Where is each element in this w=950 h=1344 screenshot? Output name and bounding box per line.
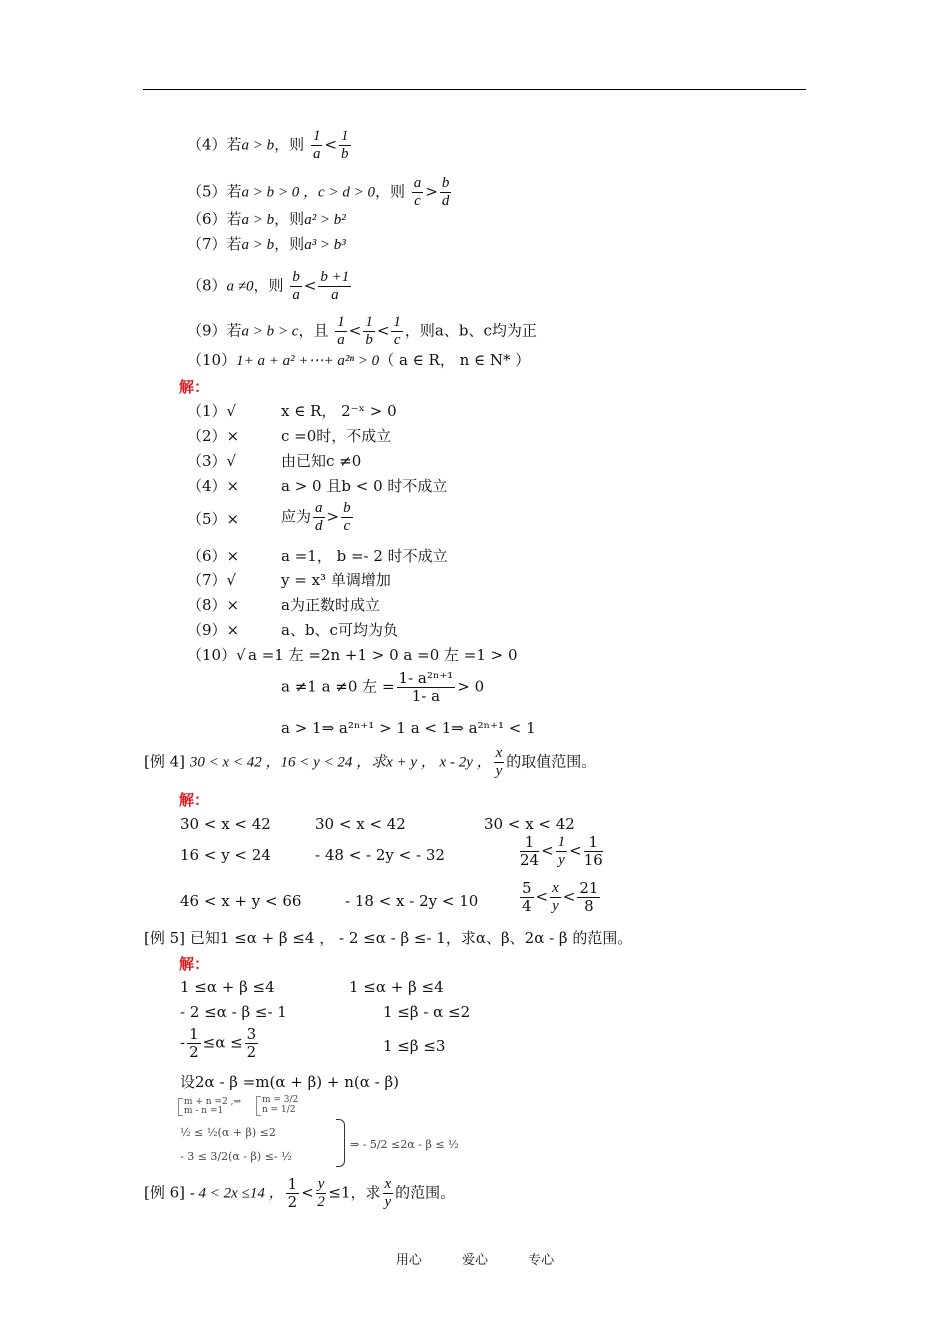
solution-label: 解： — [179, 955, 210, 973]
system-sol-2: n = 1/2 — [262, 1105, 296, 1115]
item-5: （5）若a > b > 0 ，c > d > 0，则 $\frac{a}{c}$ > $\frac{b}{d}$ — [187, 175, 450, 209]
answer-8-text: a为正数时成立 — [281, 596, 380, 614]
system-eq-2: m - n =1 — [184, 1106, 224, 1116]
fraction: $\frac{1}{b}$ — [341, 128, 349, 162]
footer-text-1: 用心 — [395, 1253, 422, 1268]
fraction: $\frac{1}{a}$ — [337, 314, 345, 348]
example-6: [例 6] - 4 < 2x ≤14 ， $\frac{1}{2}$ < $\frac{y}{2}$ ≤1，求 $\frac{x}{y}$ 的范围。 — [144, 1175, 456, 1211]
fraction: $\frac{1}{c}$ — [393, 314, 401, 348]
answer-6: （6）× — [187, 547, 240, 565]
ex4-row2-c: $\frac{1}{24}$ < $\frac{1}{y}$ < $\frac{1}{16}$ — [520, 833, 603, 869]
page-footer — [0, 1249, 950, 1268]
fraction: $\frac{x}{y}$ — [495, 745, 503, 779]
system-brace-right — [256, 1096, 261, 1116]
solution-label: 解： — [179, 791, 210, 809]
answer-7-text: y = x³ 单调增加 — [281, 571, 391, 589]
example-4: [例 4] 30 < x < 42 ，16 < y < 24 ，求x + y ， x - 2y ， $\frac{x}{y}$ 的取值范围。 — [144, 745, 597, 779]
ex4-row2-a: 16 < y < 24 — [180, 846, 271, 864]
bound-1: ½ ≤ ½(α + β) ≤2 — [180, 1126, 276, 1139]
system-eq-1: m + n =2 ,⇒ — [184, 1097, 241, 1107]
footer-text-2: 爱心 — [461, 1253, 488, 1268]
solution-label: 解： — [179, 378, 210, 396]
answer-8: （8）× — [187, 596, 240, 614]
fraction: $\frac{5}{4}$ — [522, 879, 532, 915]
answer-5-text: 应为 $\frac{a}{d}$ > $\frac{b}{c}$ — [281, 500, 351, 534]
ex4-row1-b: 30 < x < 42 — [315, 815, 406, 833]
ex4-row2-b: - 48 < - 2y < - 32 — [315, 846, 445, 864]
ex4-row1-c: 30 < x < 42 — [484, 815, 575, 833]
combine-brace — [336, 1119, 345, 1167]
bound-2: - 3 ≤ 3/2(α - β) ≤- ½ — [180, 1150, 292, 1163]
fraction: $\frac{3}{2}$ — [246, 1025, 257, 1061]
answer-1-text: x ∈ R， 2⁻ˣ > 0 — [281, 402, 397, 420]
answer-10-line-2: a ≠1 a ≠0 左 = $\frac{\text{1- a²ⁿ⁺¹}}{1- a}$ > 0 — [281, 669, 485, 705]
ex5-row3-b: 1 ≤β ≤3 — [383, 1037, 446, 1055]
fraction: $\frac{b}{a}$ — [292, 269, 300, 303]
answer-1: （1）√ — [187, 402, 237, 420]
answer-10: （10）√ — [187, 646, 246, 664]
ex5-row1-a: 1 ≤α + β ≤4 — [180, 978, 275, 996]
answer-7: （7）√ — [187, 571, 237, 589]
ex4-row3-c: $\frac{5}{4}$ < $\frac{x}{y}$ < $\frac{21}{8}$ — [522, 879, 599, 915]
answer-3: （3）√ — [187, 452, 237, 470]
system-sol-1: m = 3/2 — [262, 1095, 299, 1105]
fraction: $\frac{\text{1- a²ⁿ⁺¹}}{1- a}$ — [398, 669, 454, 705]
fraction: $\frac{1}{16}$ — [583, 833, 603, 869]
fraction: $\frac{1}{y}$ — [557, 834, 566, 868]
answer-5: （5）× — [187, 510, 240, 528]
item-7: （7）若a > b，则a³ > b³ — [187, 235, 346, 253]
fraction: $\frac{1}{2}$ — [287, 1175, 298, 1211]
item-10: （10）1+ a + a² +⋯+ a²ⁿ > 0（ a ∈ R， n ∈ N* ） — [187, 351, 531, 369]
answer-9-text: a、b、c可均为负 — [281, 621, 398, 639]
answer-9: （9）× — [187, 621, 240, 639]
ex5-row3-a: - $\frac{1}{2}$ ≤α ≤ $\frac{3}{2}$ — [180, 1025, 257, 1061]
header-rule — [143, 89, 806, 90]
answer-2: （2）× — [187, 427, 240, 445]
ex5-row2-b: 1 ≤β - α ≤2 — [383, 1003, 471, 1021]
ex5-row1-b: 1 ≤α + β ≤4 — [349, 978, 444, 996]
fraction: $\frac{1}{2}$ — [189, 1025, 199, 1061]
fraction: $\frac{b}{d}$ — [441, 175, 450, 209]
fraction: $\frac{x}{y}$ — [384, 1176, 392, 1210]
fraction: $\frac{21}{8}$ — [579, 879, 599, 915]
ex4-row3-a: 46 < x + y < 66 — [180, 892, 302, 910]
answer-3-text: 由已知c ≠0 — [281, 452, 362, 470]
answer-4-text: a > 0 且b < 0 时不成立 — [281, 477, 448, 495]
system-brace-left — [178, 1098, 183, 1116]
fraction: $\frac{b}{c}$ — [343, 500, 351, 534]
fraction: $\frac{x}{y}$ — [552, 880, 559, 914]
answer-2-text: c =0时，不成立 — [281, 427, 392, 445]
ex4-row1-a: 30 < x < 42 — [180, 815, 271, 833]
fraction: $\frac{y}{2}$ — [317, 1176, 325, 1210]
footer-text-3: 专心 — [528, 1253, 555, 1268]
item-8: （8）a ≠0，则 $\frac{b}{a}$ < $\frac{b +1}{a}$ — [187, 269, 350, 303]
fraction: $\frac{a}{d}$ — [315, 500, 323, 534]
answer-10-text: a =1 左 =2n +1 > 0 a =0 左 =1 > 0 — [248, 646, 518, 664]
fraction: $\frac{b +1}{a}$ — [320, 269, 350, 303]
item-6: （6）若a > b，则a² > b² — [187, 210, 346, 228]
fraction: $\frac{1}{24}$ — [520, 833, 540, 869]
item-4: （4）若a > b，则 $\frac{1}{a}$ < $\frac{1}{b}$ — [187, 128, 349, 162]
item-9: （9）若a > b > c，且 $\frac{1}{a}$ < $\frac{1}{b}$ < $\frac{1}{c}$ ，则a、b、c均为正 — [187, 314, 537, 348]
answer-10-line-3: a > 1⇒ a²ⁿ⁺¹ > 1 a < 1⇒ a²ⁿ⁺¹ < 1 — [281, 719, 536, 737]
answer-6-text: a =1， b =- 2 时不成立 — [281, 547, 448, 565]
combined-result: ⇒ - 5/2 ≤2α - β ≤ ½ — [350, 1138, 459, 1151]
fraction: $\frac{1}{b}$ — [365, 314, 373, 348]
fraction: $\frac{1}{a}$ — [312, 128, 321, 162]
ex5-row2-a: - 2 ≤α - β ≤- 1 — [180, 1003, 287, 1021]
example-5: [例 5] 已知1 ≤α + β ≤4 ， - 2 ≤α - β ≤- 1，求α、β、2α - β 的范围。 — [144, 929, 633, 947]
ex4-row3-b: - 18 < x - 2y < 10 — [345, 892, 479, 910]
fraction: $\frac{a}{c}$ — [413, 175, 422, 209]
ex5-setup: 设2α - β =m(α + β) + n(α - β) — [180, 1073, 399, 1091]
answer-4: （4）× — [187, 477, 240, 495]
